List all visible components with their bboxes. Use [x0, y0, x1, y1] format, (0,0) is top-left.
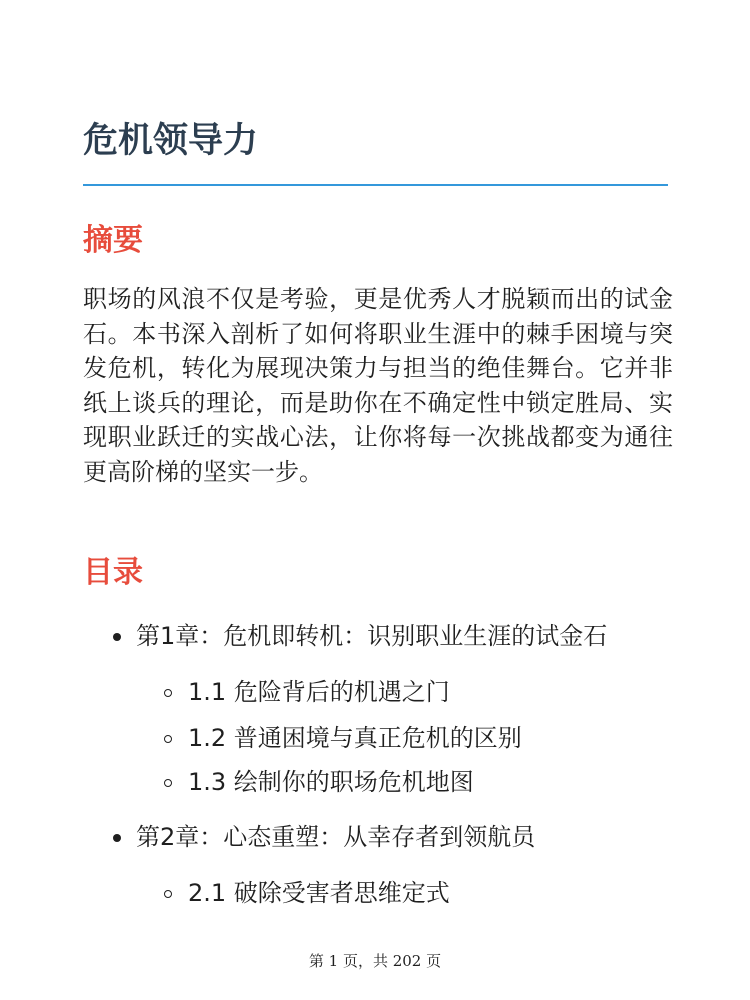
circle-bullet-icon [164, 689, 172, 697]
toc-chapter-label: 第2章：心态重塑：从幸存者到领航员 [136, 823, 536, 851]
toc-heading: 目录 [83, 555, 143, 590]
summary-heading: 摘要 [83, 223, 143, 258]
toc-section-2-1[interactable] [188, 876, 450, 910]
toc-chapter-label: 第1章：危机即转机：识别职业生涯的试金石 [136, 622, 608, 650]
circle-bullet-icon [164, 735, 172, 743]
summary-paragraph: 职场的风浪不仅是考验，更是优秀人才脱颖而出的试金石。本书深入剖析了如何将职业生涯中的棘手困境与突发危机，转化为展现决策力与担当的绝佳舞台。它并非纸上谈兵的理论，而是助你在不确定性中锁定胜局、实现职业跃迁的实战心法，让你将每一次挑战都变为通往更高阶梯的坚实一步。 [83, 285, 673, 486]
toc-section-label: 1.1 危险背后的机遇之门 [188, 678, 450, 706]
toc-section-label: 1.2 普通困境与真正危机的区别 [188, 724, 522, 752]
toc-section-1-3[interactable] [188, 765, 474, 799]
disc-bullet-icon [113, 633, 121, 641]
disc-bullet-icon [113, 834, 121, 842]
document-title: 危机领导力 [83, 121, 259, 161]
circle-bullet-icon [164, 779, 172, 787]
circle-bullet-icon [164, 890, 172, 898]
toc-chapter-2[interactable] [136, 820, 535, 854]
toc-chapter-1[interactable] [136, 619, 607, 653]
page-number-footer: 第 1 页，共 202 页 [308, 952, 442, 970]
toc-section-1-2[interactable] [188, 721, 522, 755]
toc-section-label: 2.1 破除受害者思维定式 [188, 879, 450, 907]
toc-section-1-1[interactable] [188, 675, 450, 709]
toc-section-label: 1.3 绘制你的职场危机地图 [188, 768, 474, 796]
